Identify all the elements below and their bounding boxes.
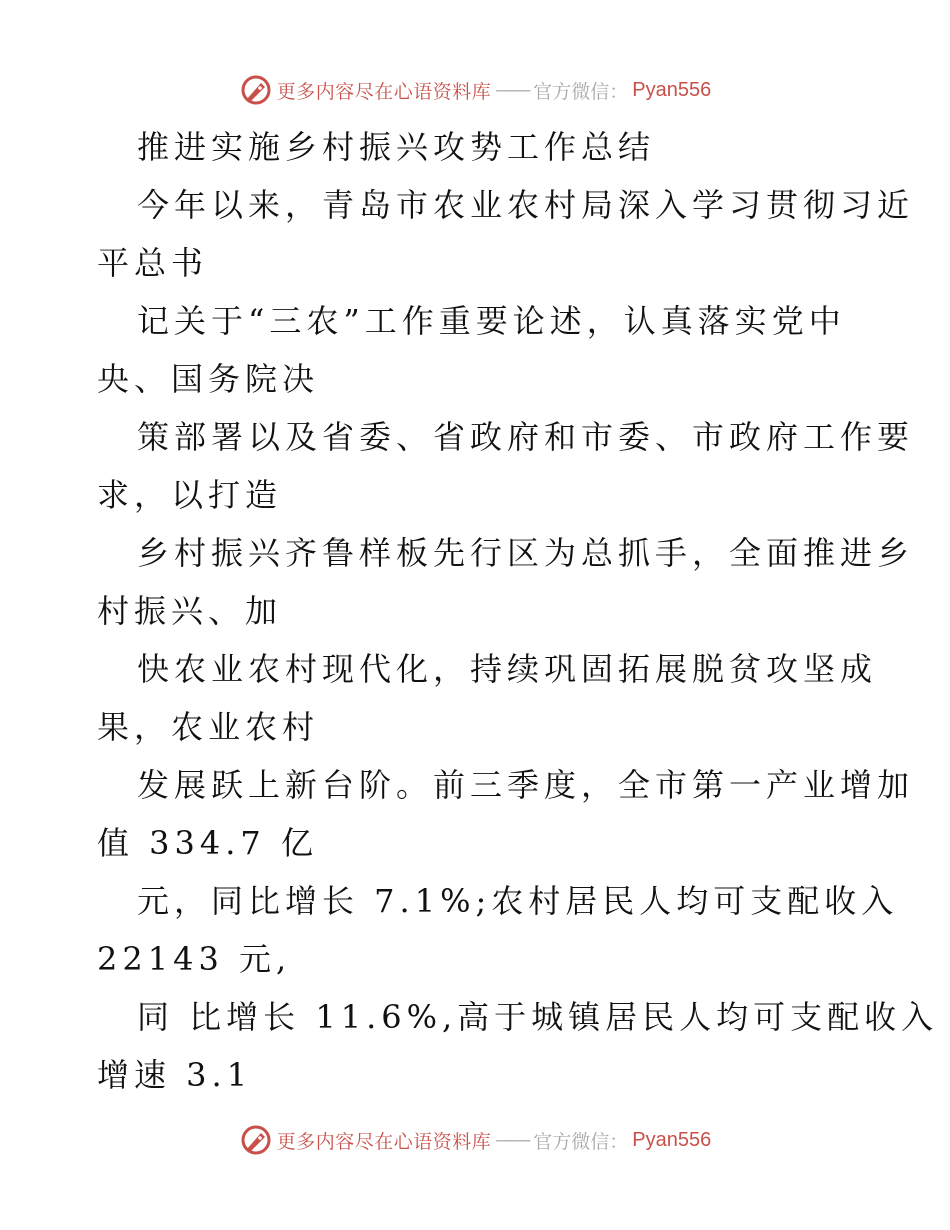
paragraph-line: 今年以来，青岛市农业农村局深入学习贯彻习近 <box>137 186 915 224</box>
brand-text: 更多内容尽在心语资料库 <box>276 1130 492 1153</box>
official-wechat-label: 官方微信： <box>533 1130 629 1153</box>
wechat-id: Pyan556 <box>632 78 712 101</box>
separator-dash: —— <box>495 1129 530 1151</box>
paragraph-line: 22143 元, <box>97 940 292 978</box>
paragraph-line: 果，农业农村 <box>97 708 320 746</box>
paragraph-line: 平总书 <box>97 244 209 282</box>
paragraph-line: 元，同比增长 7.1%;农村居民人均可支配收入 <box>137 882 899 920</box>
official-wechat-label: 官方微信： <box>533 80 629 103</box>
paragraph-line: 央、国务院决 <box>97 360 320 398</box>
paragraph-line: 快农业农村现代化，持续巩固拓展脱贫攻坚成 <box>137 650 878 688</box>
document-title: 推进实施乡村振兴攻势工作总结 <box>137 128 656 166</box>
pen-nib-logo-icon <box>239 73 273 107</box>
paragraph-line: 求，以打造 <box>97 476 283 514</box>
paragraph-line: 村振兴、加 <box>97 592 283 630</box>
paragraph-line: 同 比增长 11.6%,高于城镇居民人均可支配收入 <box>137 998 939 1036</box>
wechat-id: Pyan556 <box>632 1128 712 1151</box>
paragraph-line: 策部署以及省委、省政府和市委、市政府工作要 <box>137 418 915 456</box>
brand-text: 更多内容尽在心语资料库 <box>276 80 492 103</box>
paragraph-line: 记关于“三农”工作重要论述，认真落实党中 <box>137 302 846 340</box>
pen-nib-logo-icon <box>239 1123 273 1157</box>
paragraph-line: 发展跃上新台阶。前三季度，全市第一产业增加 <box>137 766 915 804</box>
paragraph-line: 增速 3.1 <box>97 1056 253 1094</box>
paragraph-line: 值 334.7 亿 <box>97 824 318 862</box>
document-body <box>97 118 939 1104</box>
header-watermark <box>0 70 950 110</box>
paragraph-line: 乡村振兴齐鲁样板先行区为总抓手，全面推进乡 <box>137 534 915 572</box>
footer-watermark <box>0 1120 950 1160</box>
separator-dash: —— <box>495 79 530 101</box>
